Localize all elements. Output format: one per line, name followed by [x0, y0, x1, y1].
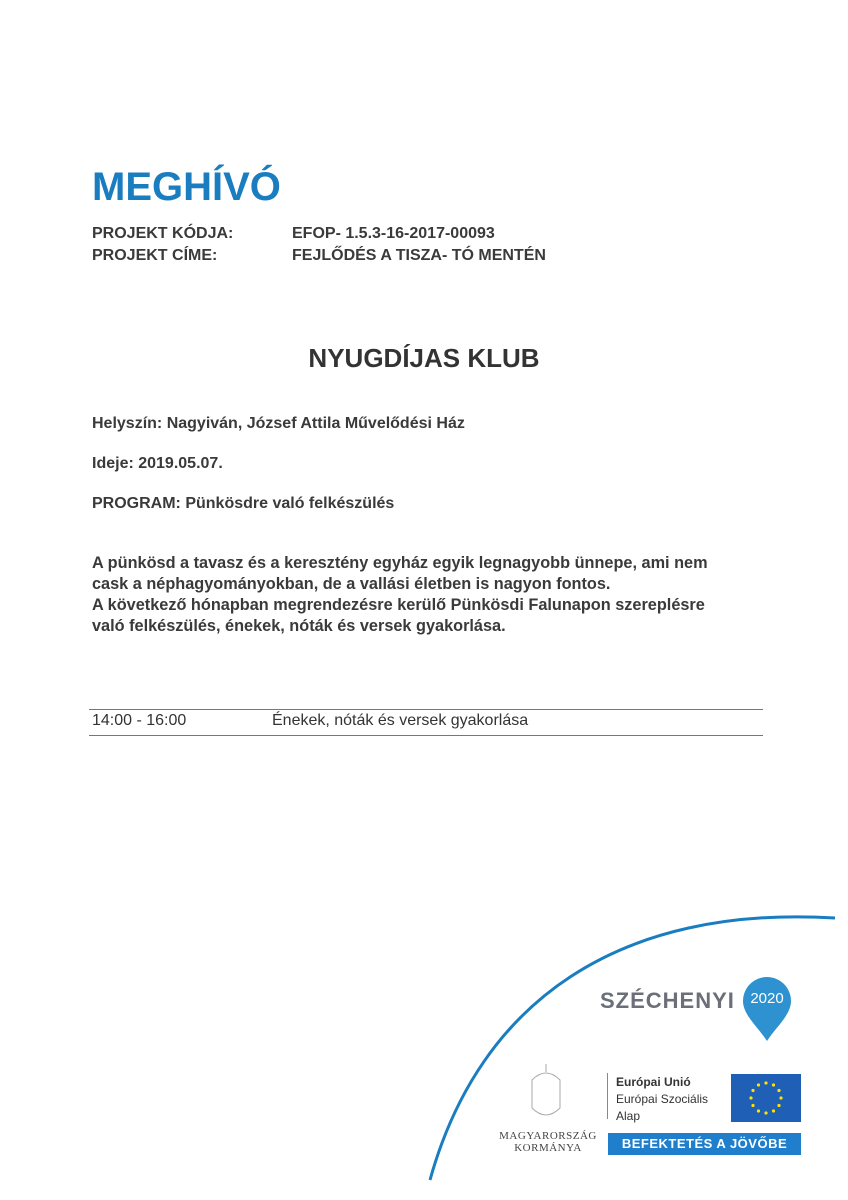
description-line: cask a néphagyományokban, de a vallási életben is nagyon fontos.: [92, 575, 611, 593]
eu-flag-icon: [731, 1074, 801, 1122]
eu-text: [616, 1074, 708, 1125]
page-title: MEGHÍVÓ: [92, 165, 281, 209]
eu-star: [777, 1089, 780, 1092]
gov-line: MAGYARORSZÁG: [499, 1130, 597, 1142]
slogan-banner: BEFEKTETÉS A JÖVŐBE: [608, 1133, 801, 1155]
schedule-activity: Énekek, nóták és versek gyakorlása: [272, 712, 529, 729]
eu-star: [779, 1096, 782, 1099]
eu-line: Európai Unió: [616, 1075, 691, 1089]
eu-star: [749, 1096, 752, 1099]
eu-star: [764, 1081, 767, 1084]
project-title-label: PROJEKT CÍME:: [92, 247, 218, 264]
eu-star: [764, 1111, 767, 1114]
project-title-value: FEJLŐDÉS A TISZA- TÓ MENTÉN: [292, 247, 546, 264]
description-line: való felkészülés, énekek, nóták és versek gyakorlása.: [92, 617, 506, 635]
eu-star: [751, 1104, 754, 1107]
program: PROGRAM: Pünkösdre való felkészülés: [92, 495, 395, 512]
location: Helyszín: Nagyiván, József Attila Művelődési Ház: [92, 415, 465, 432]
event-title: NYUGDÍJAS KLUB: [308, 343, 540, 373]
szechenyi-logo-text: SZÉCHENYI: [600, 988, 735, 1013]
year-label: 2020: [750, 990, 784, 1007]
schedule-time: 14:00 - 16:00: [92, 712, 187, 729]
gov-line: KORMÁNYA: [514, 1142, 582, 1154]
project-code-value: EFOP- 1.5.3-16-2017-00093: [292, 225, 495, 242]
description-line: A következő hónapban megrendezésre kerülő Pünkösdi Falunapon szereplésre: [92, 596, 705, 614]
eu-star: [757, 1083, 760, 1086]
eu-line: Európai Szociális: [616, 1092, 709, 1106]
eu-star: [757, 1109, 760, 1112]
eu-star: [751, 1089, 754, 1092]
date: Ideje: 2019.05.07.: [92, 455, 223, 472]
coat-of-arms-icon: [528, 1062, 564, 1124]
eu-star: [772, 1083, 775, 1086]
government-logo-text: [494, 1130, 602, 1154]
location-pin-icon: [740, 975, 794, 1043]
project-code-label: PROJEKT KÓDJA:: [92, 225, 234, 242]
eu-star: [777, 1104, 780, 1107]
divider: [607, 1073, 608, 1119]
description-line: A pünkösd a tavasz és a keresztény egyház egyik legnagyobb ünnepe, ami nem: [92, 554, 708, 572]
eu-star: [772, 1109, 775, 1112]
eu-line: Alap: [616, 1109, 641, 1123]
